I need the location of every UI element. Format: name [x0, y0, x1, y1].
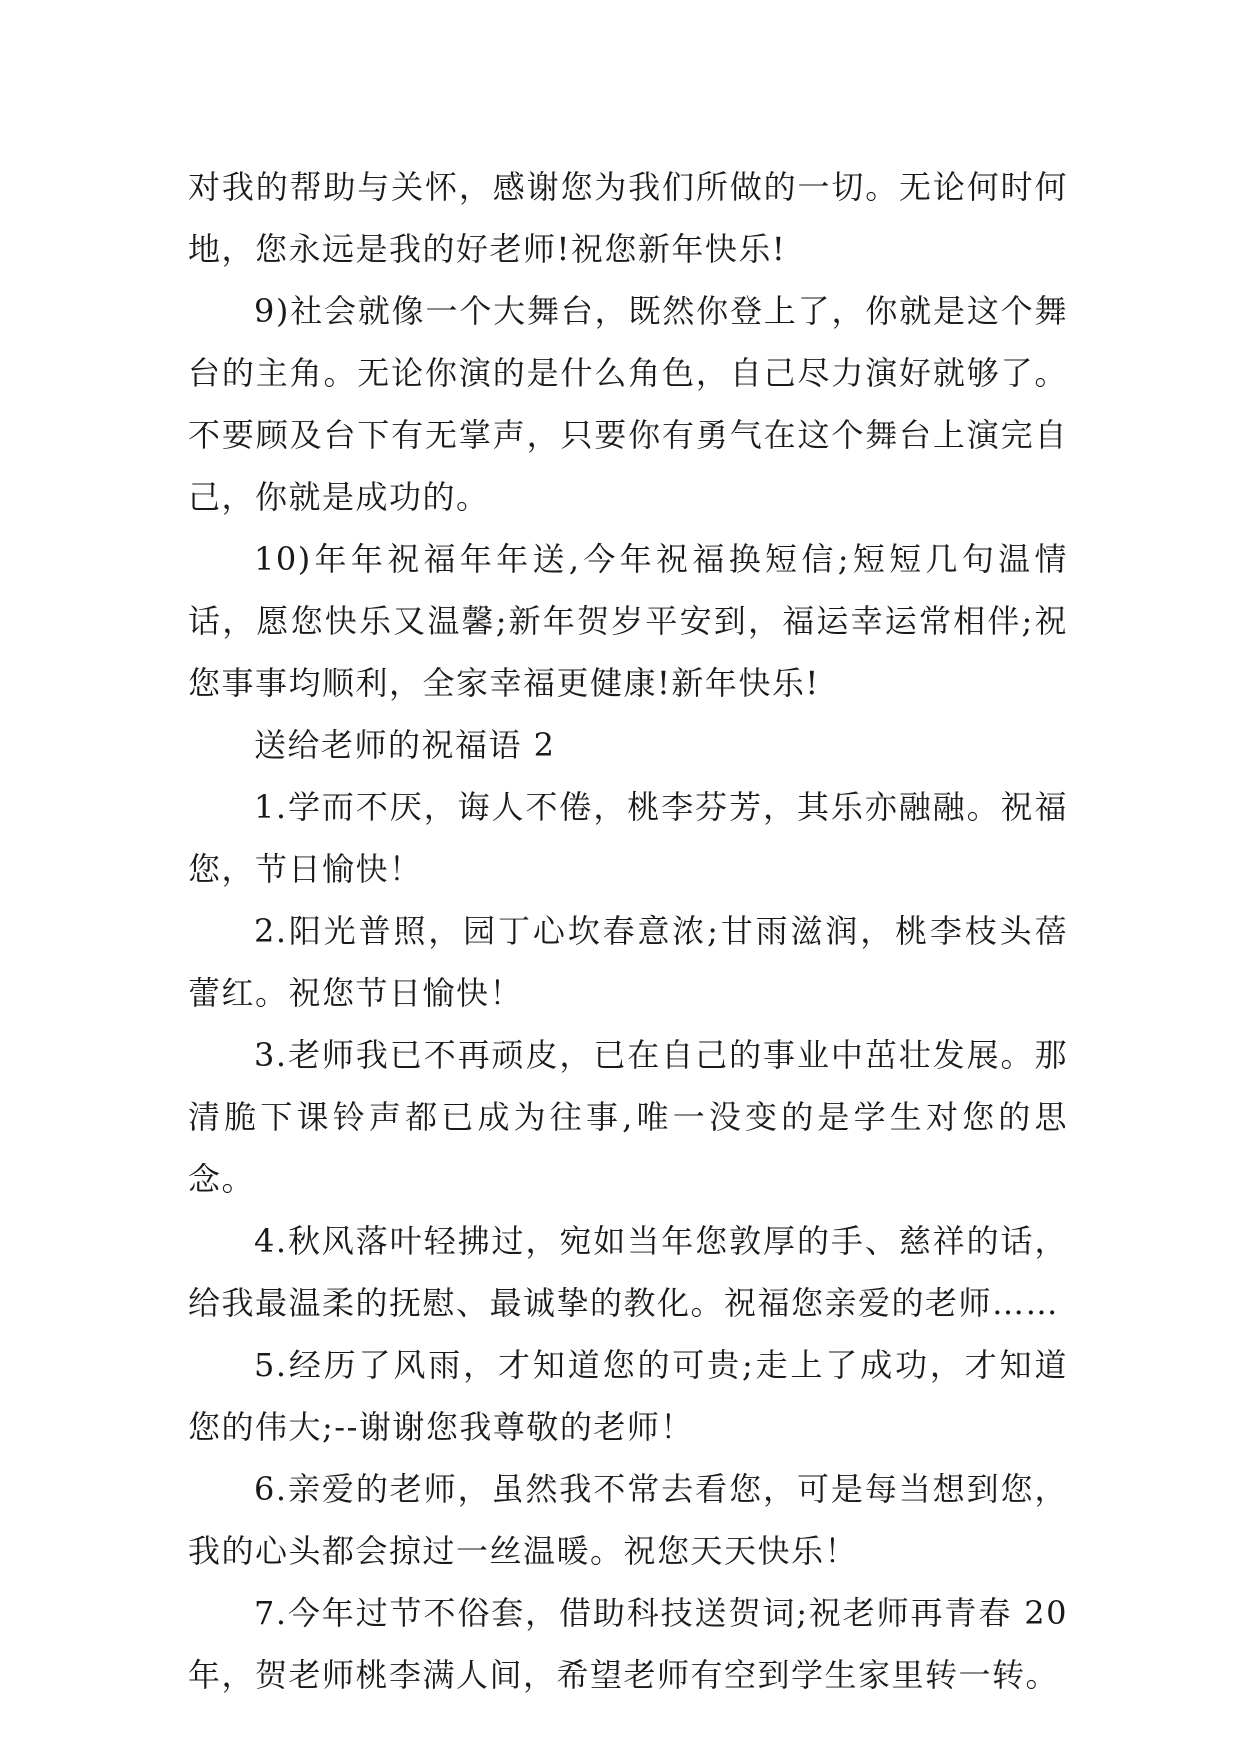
- paragraph-continuation: 对我的帮助与关怀，感谢您为我们所做的一切。无论何时何地，您永远是我的好老师!祝您新年快乐!: [188, 168, 1068, 268]
- paragraph-item-9: 9)社会就像一个大舞台，既然你登上了，你就是这个舞台的主角。无论你演的是什么角色，自己尽力演好就够了。不要顾及台下有无掌声，只要你有勇气在这个舞台上演完自己，你就是成功的。: [188, 292, 1068, 516]
- paragraph-item-5: 5.经历了风雨，才知道您的可贵;走上了成功，才知道您的伟大;--谢谢您我尊敬的老师！: [188, 1346, 1068, 1446]
- paragraph-item-6: 6.亲爱的老师，虽然我不常去看您，可是每当想到您，我的心头都会掠过一丝温暖。祝您天天快乐！: [188, 1470, 1068, 1570]
- paragraph-item-1: 1.学而不厌，诲人不倦，桃李芬芳，其乐亦融融。祝福您，节日愉快！: [188, 788, 1068, 888]
- paragraph-item-10: 10)年年祝福年年送,今年祝福换短信;短短几句温情话，愿您快乐又温馨;新年贺岁平安到，福运幸运常相伴;祝您事事均顺利，全家幸福更健康!新年快乐!: [188, 540, 1068, 702]
- paragraph-item-4: 4.秋风落叶轻拂过，宛如当年您敦厚的手、慈祥的话，给我最温柔的抚慰、最诚挚的教化。祝福您亲爱的老师……: [188, 1222, 1068, 1322]
- paragraph-item-2: 2.阳光普照，园丁心坎春意浓;甘雨滋润，桃李枝头蓓蕾红。祝您节日愉快！: [188, 912, 1068, 1012]
- section-heading: 送给老师的祝福语 2: [254, 726, 556, 764]
- document-body: [188, 156, 1068, 1706]
- paragraph-item-7: 7.今年过节不俗套，借助科技送贺词;祝老师再青春 20 年，贺老师桃李满人间，希望老师有空到学生家里转一转。: [188, 1594, 1068, 1694]
- paragraph-item-3: 3.老师我已不再顽皮，已在自己的事业中茁壮发展。那清脆下课铃声都已成为往事,唯一没变的是学生对您的思念。: [188, 1036, 1068, 1198]
